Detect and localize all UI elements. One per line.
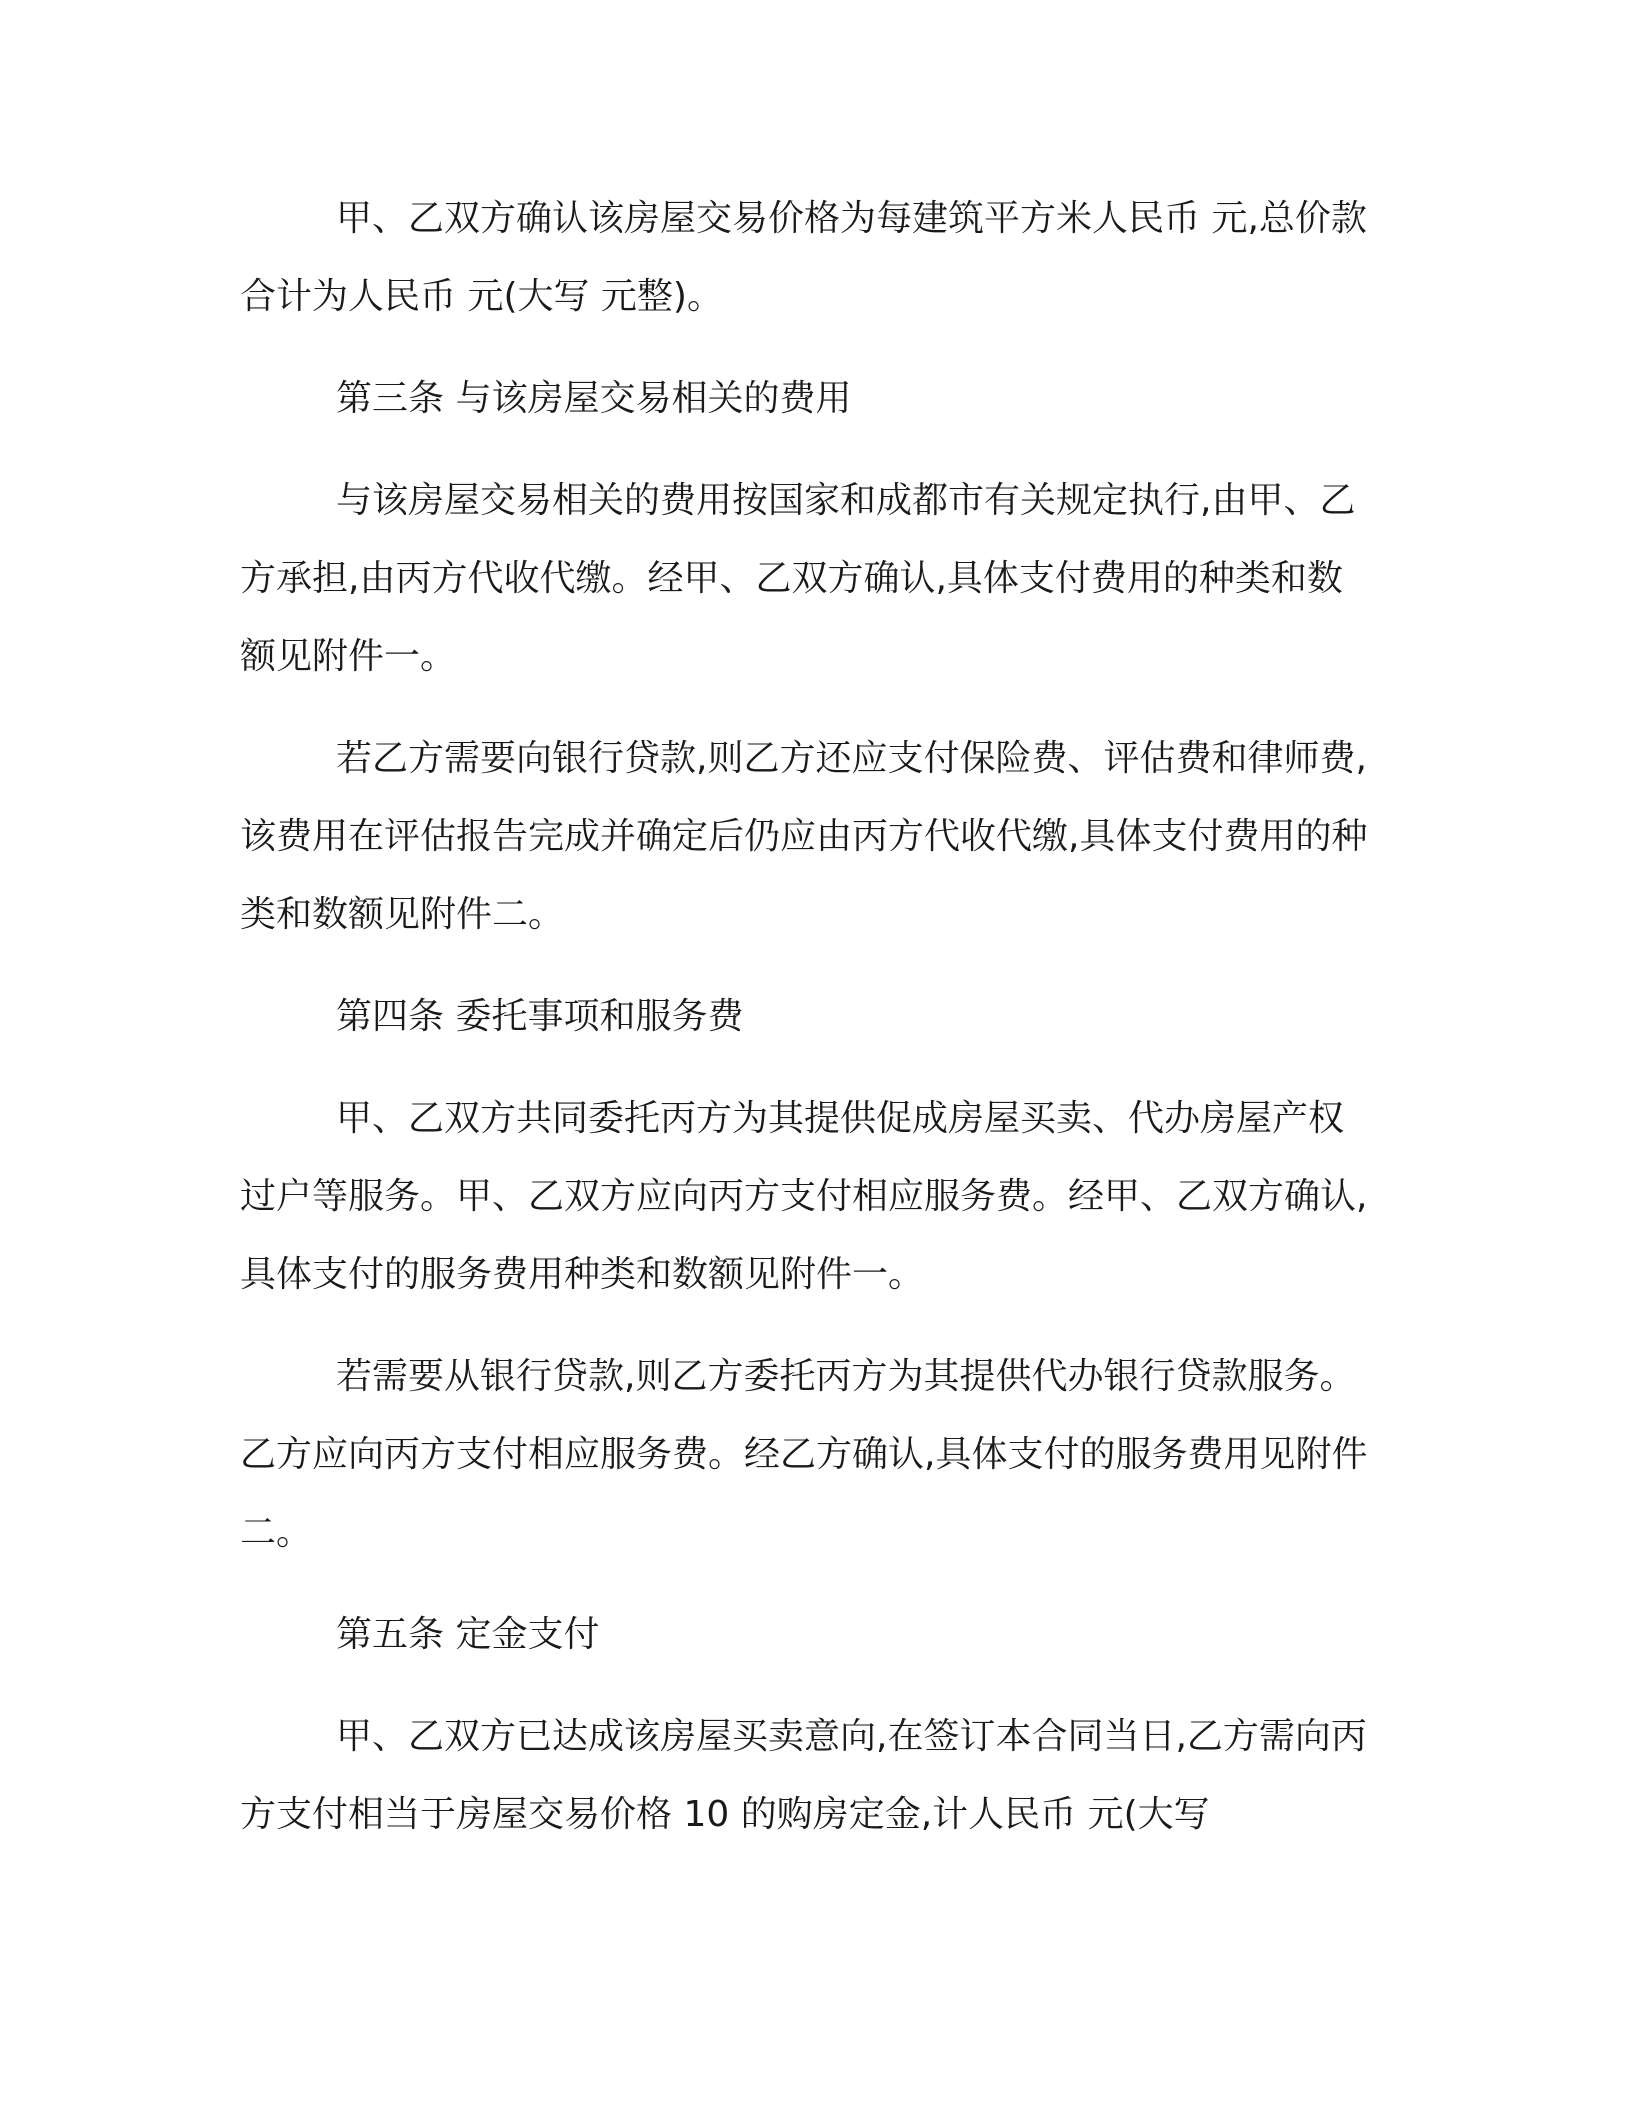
document-body [240,180,1370,1878]
paragraph-price: 甲、乙双方确认该房屋交易价格为每建筑平方米人民币 元,总价款合计为人民币 元(大写 元整)。 [240,198,1367,317]
paragraph-deposit: 甲、乙双方已达成该房屋买卖意向,在签订本合同当日,乙方需向丙方支付相当于房屋交易价格 10 的购房定金,计人民币 元(大写 [240,1716,1367,1835]
paragraph-service: 甲、乙双方共同委托丙方为其提供促成房屋买卖、代办房屋产权过户等服务。甲、乙双方应向丙方支付相应服务费。经甲、乙双方确认,具体支付的服务费用种类和数额见附件一。 [240,1098,1368,1295]
paragraph-loan-fees: 若乙方需要向银行贷款,则乙方还应支付保险费、评估费和律师费,该费用在评估报告完成并确定后仍应由丙方代收代缴,具体支付费用的种类和数额见附件二。 [240,738,1368,935]
section-heading-4: 第四条 委托事项和服务费 [336,996,744,1037]
paragraph-fees: 与该房屋交易相关的费用按国家和成都市有关规定执行,由甲、乙方承担,由丙方代收代缴。经甲、乙双方确认,具体支付费用的种类和数额见附件一。 [240,480,1356,677]
section-heading-5: 第五条 定金支付 [336,1614,600,1655]
section-heading-3: 第三条 与该房屋交易相关的费用 [336,378,852,419]
paragraph-loan-service: 若需要从银行贷款,则乙方委托丙方为其提供代办银行贷款服务。乙方应向丙方支付相应服务费。经乙方确认,具体支付的服务费用见附件二。 [240,1356,1368,1553]
